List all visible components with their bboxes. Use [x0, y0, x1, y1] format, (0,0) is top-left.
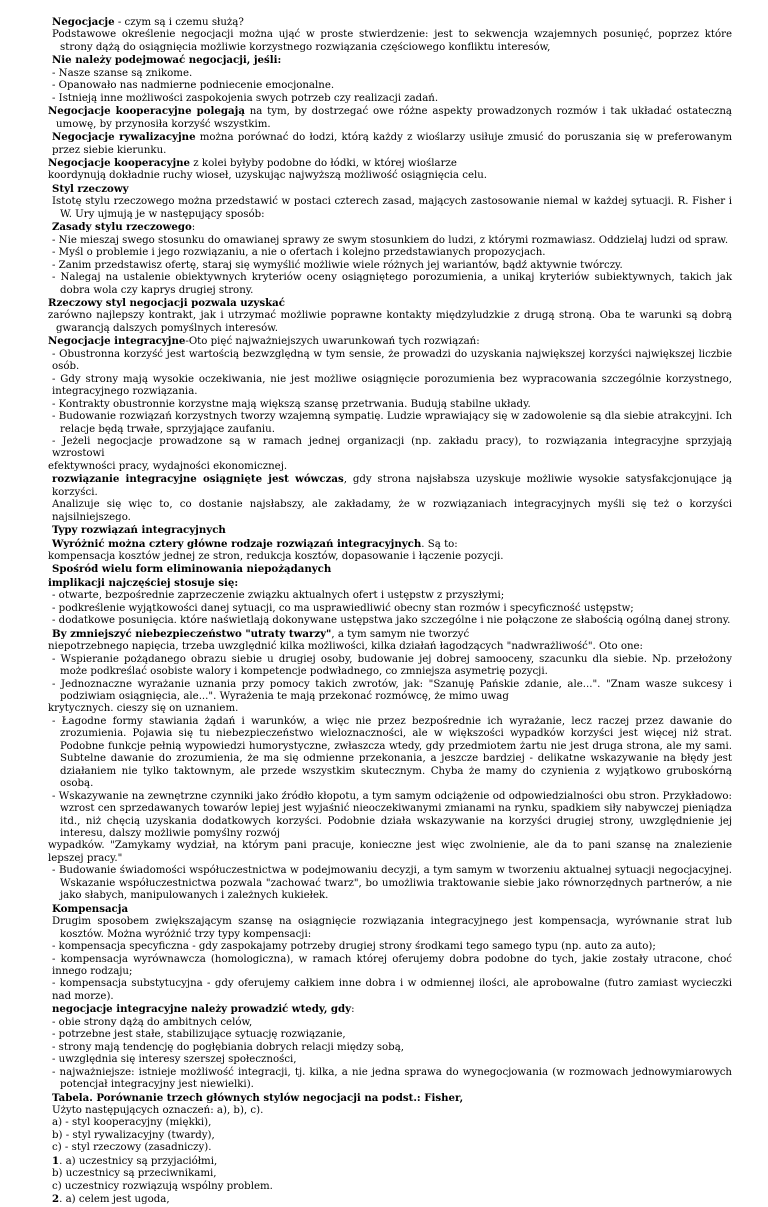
- paragraph: [48, 399, 732, 411]
- paragraph: [48, 791, 732, 841]
- paragraph: [48, 16, 732, 29]
- text: - najważniejsze: istnieje możliwość integracji, tj. kilka, a nie jedna sprawa do wynegocjowania (w rozmowach jednowymiarowych potencjał integracyjny jest niewielki).: [52, 1066, 732, 1091]
- text: na tym, by dostrzegać owe różne aspekty prowadzonych rozmów i tak układać ostateczną umowę, by przynosiła korzyść wszystkim.: [56, 106, 733, 130]
- text: efektywności pracy, wydajności ekonomicznej.: [48, 460, 288, 472]
- paragraph: [48, 577, 732, 590]
- bold-text: Wyróżnić można cztery główne rodzaje rozwiązań integracyjnych: [52, 537, 422, 550]
- bold-text: 1: [52, 1154, 60, 1167]
- paragraph: [48, 335, 732, 348]
- bold-text: Kompensacja: [52, 902, 129, 915]
- text: c) - styl rzeczowy (zasadniczy).: [52, 1142, 212, 1154]
- paragraph: [48, 941, 732, 953]
- bold-text: Typy rozwiązań integracyjnych: [52, 524, 226, 537]
- text: wypadków. "Zamykamy wydział, na którym pani pracuje, konieczne jest więc zwolnienie, ale da to pani szansę na znalezienie lepszej pracy.": [48, 840, 732, 864]
- paragraph: [48, 1168, 732, 1180]
- paragraph: [48, 1142, 732, 1154]
- paragraph: [48, 349, 732, 374]
- text: - kompensacja substytucyjna - gdy oferujemy całkiem inne dobra i w odmiennej ilości, ale aprobowalne (futro zamiast wycieczki nad morze).: [52, 978, 732, 1002]
- paragraph: [48, 411, 732, 436]
- paragraph: [48, 93, 732, 105]
- text: Drugim sposobem zwiększającym szansę na osiągnięcie rozwiązania integracyjnego jest kompensacja, wyrównanie strat lub kosztów. Można wyróżnić trzy typy kompensacji:: [52, 916, 732, 940]
- bold-text: rozwiązanie integracyjne osiągnięte jest wówczas: [52, 473, 344, 486]
- paragraph: [48, 865, 732, 902]
- paragraph: [48, 716, 732, 791]
- bold-text: Nie należy podejmować negocjacji, jeśli:: [52, 54, 282, 67]
- paragraph: [48, 615, 732, 627]
- bold-text: Spośród wielu form eliminowania niepożądanych: [52, 563, 332, 576]
- bold-text: By zmniejszyć niebezpieczeństwo "utraty twarzy": [52, 627, 332, 640]
- paragraph: [48, 499, 732, 524]
- text: - Myśl o problemie i jego rozwiązaniu, a nie o ofertach i kolejno przedstawianych propozycjach.: [52, 247, 546, 259]
- paragraph: [48, 679, 732, 704]
- text: c) uczestnicy rozwiązują wspólny problem.: [52, 1180, 273, 1192]
- bold-text: Negocjacje: [52, 16, 115, 28]
- paragraph: [48, 1054, 732, 1066]
- bold-text: Negocjacje rywalizacyjne: [52, 131, 196, 144]
- text: - Nalegaj na ustalenie obiektywnych kryteriów oceny osiągniętego porozumienia, a unikaj kryteriów subiektywnych, takich jak dobra wola czy kaprys drugiej strony.: [52, 272, 732, 296]
- text: . Są to:: [421, 538, 458, 550]
- bold-text: negocjacje integracyjne należy prowadzić wtedy, gdy: [52, 1003, 352, 1016]
- text: - dodatkowe posunięcia. które naświetlają dokonywane ustępstwa jako szczególne i nie połączone ze słabością ogólną danej strony.: [52, 615, 731, 627]
- paragraph: [48, 551, 732, 563]
- paragraph: [48, 80, 732, 92]
- paragraph: [48, 436, 732, 461]
- paragraph: [48, 590, 732, 602]
- paragraph: [48, 310, 732, 335]
- text: Użyto następujących oznaczeń: a), b), c).: [52, 1104, 264, 1116]
- paragraph: [48, 54, 732, 67]
- paragraph: [48, 641, 732, 653]
- text: Istotę stylu rzeczowego można przedstawić w postaci czterech zasad, mających zastosowanie niemal w każdej sytuacji. R. Fisher i W. Ury ujmują je w następujący sposób:: [52, 196, 732, 220]
- paragraph: [48, 260, 732, 272]
- paragraph: [48, 840, 732, 865]
- paragraph: [48, 1017, 732, 1029]
- text: - Nasze szanse są znikome.: [52, 67, 193, 79]
- paragraph: [48, 105, 732, 131]
- text: - Łagodne formy stawiania żądań i warunków, a więc nie przez bezpośrednie ich wyrażanie, lecz raczej przez dawanie do zrozumienia. Pojawia się tu niebezpieczeństwo wieloznaczności, ale w większości wypadków korzyści jest więcej niż strat. Podobne funkcje pełnią wypowiedzi humorystyczne, zwłaszcza wtedy, gdy przedmiotem żartu nie jest druga strona, ale my sami. Subtelne dawanie do zrozumienia, że ma się odmienne przekonania, a jeszcze bardziej - delikatne wskazywanie na błędy jest działaniem nie tylko taktownym, ale przede wszystkim skutecznym. Chyba że mamy do czynienia z wyjątkowo gruboskórną osobą.: [52, 715, 732, 790]
- paragraph: [48, 1105, 732, 1117]
- paragraph: [48, 131, 732, 157]
- paragraph: [48, 628, 732, 641]
- text: b) - styl rywalizacyjny (twardy),: [52, 1129, 215, 1141]
- paragraph: [48, 916, 732, 941]
- paragraph: [48, 1092, 732, 1105]
- paragraph: [48, 473, 732, 499]
- text: - Kontrakty obustronnie korzystne mają większą szansę przetrwania. Budują stabilne układy.: [52, 398, 531, 410]
- paragraph: [48, 68, 732, 80]
- paragraph: [48, 703, 732, 715]
- text: , a tym samym nie tworzyć: [331, 628, 470, 640]
- paragraph: [48, 538, 732, 551]
- paragraph: [48, 196, 732, 221]
- paragraph: [48, 603, 732, 615]
- paragraph: [48, 1117, 732, 1129]
- text: :: [351, 1004, 355, 1016]
- paragraph: [48, 1042, 732, 1054]
- paragraph: [48, 29, 732, 54]
- paragraph: [48, 1193, 732, 1206]
- text: - Jednoznaczne wyrażanie uznania przy pomocy takich zwrotów, jak: "Szanuję Pańskie zdanie, ale...". "Znam wasze sukcesy i podziwiam osiągnięcia, ale...". Wyrażenia te mają przekonać rozmówcę, że mimo uwag: [52, 678, 732, 703]
- text: - kompensacja specyficzna - gdy zaspokajamy potrzeby drugiej strony środkami tego samego typu (np. auto za auto);: [52, 941, 656, 953]
- text: - Opanowało nas nadmierne podniecenie emocjonalne.: [52, 80, 335, 92]
- paragraph: [48, 183, 732, 196]
- bold-text: Negocjacje integracyjne: [48, 335, 186, 348]
- text: - kompensacja wyrównawcza (homologiczna), w ramach której oferujemy dobra podobne do tych, jakie zostały utracone, choć innego rodzaju;: [52, 953, 732, 977]
- bold-text: Negocjacje kooperacyjne: [48, 156, 191, 169]
- paragraph: [48, 374, 732, 399]
- text: - Obustronna korzyść jest wartością bezwzględną w tym sensie, że prowadzi do uzyskania największej korzyści największej liczbie osób.: [52, 348, 732, 373]
- paragraph: [48, 157, 732, 170]
- paragraph: [48, 654, 732, 679]
- text: niepotrzebnego napięcia, trzeba uwzględnić kilka możliwości, kilka działań łagodzących "nadwrażliwość". Oto one:: [48, 641, 643, 653]
- paragraph: [48, 461, 732, 473]
- text: , gdy strona najsłabsza uzyskuje możliwie wysokie satysfakcjonujące ją korzyści.: [52, 474, 732, 498]
- text: z kolei byłyby podobne do łódki, w której wioślarze: [190, 157, 457, 169]
- text: - Wspieranie pożądanego obrazu siebie u drugiej osoby, budowanie jej dobrej samooceny, szacunku dla siebie. Np. przełożony może podkreślać osobiste walory i kompetencje podwładnego, co zmniejsza asymetrię pozycji.: [52, 653, 732, 678]
- paragraph: [48, 297, 732, 310]
- text: Podstawowe określenie negocjacji można ująć w proste stwierdzenie: jest to sekwencja wzajemnych posunięć, poprzez które strony dążą do osiągnięcia możliwie korzystnego rozwiązania częściowego konfliktu interesów,: [52, 29, 732, 53]
- paragraph: [48, 903, 732, 916]
- paragraph: [48, 978, 732, 1003]
- bold-text: Zasady stylu rzeczowego: [52, 221, 192, 234]
- text: koordynują dokładnie ruchy wioseł, uzyskując najwyższą możliwość osiągnięcia celu.: [48, 170, 488, 182]
- paragraph: [48, 272, 732, 297]
- text: -Oto pięć najważniejszych uwarunkowań tych rozwiązań:: [185, 336, 480, 348]
- text: - podkreślenie wyjątkowości danej sytuacji, co ma usprawiedliwić obecny stan rozmów i specyficzność ustępstw;: [52, 602, 634, 614]
- paragraph: [48, 1067, 732, 1092]
- bold-text: Rzeczowy styl negocjacji pozwala uzyskać: [48, 296, 285, 309]
- text: - Wskazywanie na zewnętrzne czynniki jako źródło kłopotu, a tym samym odciążenie od odpowiedzialności obu stron. Przykładowo: wzrost cen sprzedawanych towarów lepiej jest wyjaśnić nieoczekiwanymi zmianami na rynku, spadkiem siły nabywczej pieniądza itd., niż chęcią uzyskania dodatkowych korzyści. Podobnie działa wskazywanie na korzyści drugiej strony, uwzględnienie jej interesu, dalszy możliwie pomyślny rozwój: [52, 790, 732, 839]
- text: - potrzebne jest stałe, stabilizujące sytuację rozwiązanie,: [52, 1029, 346, 1041]
- text: kompensacja kosztów jednej ze stron, redukcja kosztów, dopasowanie i łączenie pozycji.: [48, 551, 504, 563]
- text: - Istnieją inne możliwości zaspokojenia swych potrzeb czy realizacji zadań.: [52, 92, 439, 104]
- text: zarówno najlepszy kontrakt, jak i utrzymać możliwie poprawne kontakty międzyludzkie z drugą stroną. Oba te warunki są dobrą gwarancją dalszych pomyślnych interesów.: [48, 310, 732, 334]
- paragraph: [48, 170, 732, 182]
- text: Analizuje się więc to, co dostanie najsłabszy, ale zakładamy, że w rozwiązaniach integracyjnych myśli się też o korzyści najsilniejszego.: [52, 499, 732, 523]
- text: - Jeżeli negocjacje prowadzone są w ramach jednej organizacji (np. zakładu pracy), to rozwiązania integracyjne sprzyjają wzrostowi: [52, 435, 732, 460]
- document-body: [48, 16, 732, 1207]
- text: . a) celem jest ugoda,: [59, 1194, 170, 1206]
- paragraph: [48, 247, 732, 259]
- paragraph: [48, 1130, 732, 1142]
- text: :: [191, 222, 196, 234]
- paragraph: [48, 235, 732, 247]
- bold-text: Tabela. Porównanie trzech głównych stylów negocjacji na podst.: Fisher,: [52, 1091, 464, 1104]
- text: można porównać do łodzi, którą każdy z wioślarzy usiłuje zmusić do poruszania się w preferowanym przez siebie kierunku.: [52, 132, 732, 156]
- paragraph: [48, 1003, 732, 1016]
- text: - Zanim przedstawisz ofertę, staraj się wymyślić możliwie wiele różnych jej wariantów, bądź aktywnie twórczy.: [52, 259, 623, 271]
- paragraph: [48, 563, 732, 576]
- bold-text: implikacji najczęściej stosuje się:: [48, 576, 239, 589]
- text: - obie strony dążą do ambitnych celów,: [52, 1016, 253, 1028]
- text: b) uczestnicy są przeciwnikami,: [52, 1168, 217, 1180]
- text: - strony mają tendencję do pogłębiania dobrych relacji między sobą,: [52, 1041, 405, 1053]
- text: . a) uczestnicy są przyjaciółmi,: [59, 1155, 218, 1167]
- text: - otwarte, bezpośrednie zaprzeczenie związku aktualnych ofert i ustępstw z przyszłymi;: [52, 590, 505, 602]
- text: - czym są i czemu służą?: [114, 17, 244, 28]
- paragraph: [48, 221, 732, 234]
- paragraph: [48, 524, 732, 537]
- text: a) - styl kooperacyjny (miękki),: [52, 1117, 212, 1129]
- paragraph: [48, 1029, 732, 1041]
- text: - Budowanie świadomości współuczestnictwa w podejmowaniu decyzji, a tym samym w tworzeniu aktualnej sytuacji negocjacyjnej. Wskazanie współuczestnictwa pozwala "zachować twarz", bo umożliwia traktowanie siebie jako równorzędnych partnerów, a nie jako słabych, manipulowanych i zależnych kukiełek.: [52, 865, 732, 902]
- bold-text: Negocjacje kooperacyjne polegają: [48, 105, 245, 118]
- text: krytycznych. cieszy się on uznaniem.: [48, 703, 239, 715]
- text: - Budowanie rozwiązań korzystnych tworzy wzajemną sympatię. Ludzie wprawiający się w zadowolenie są dla siebie atrakcyjni. Ich relacje będą trwałe, sprzyjające zaufaniu.: [52, 411, 732, 435]
- paragraph: [48, 1155, 732, 1168]
- paragraph: [48, 954, 732, 979]
- paragraph: [48, 1181, 732, 1193]
- text: - uwzględnia się interesy szerszej społeczności,: [52, 1054, 297, 1066]
- bold-text: Styl rzeczowy: [52, 182, 129, 195]
- text: - Nie mieszaj swego stosunku do omawianej sprawy ze swym stosunkiem do ludzi, z którymi rozmawiasz. Oddzielaj ludzi od spraw.: [52, 234, 729, 246]
- text: - Gdy strony mają wysokie oczekiwania, nie jest możliwe osiągnięcie porozumienia bez wypracowania szczególnie korzystnego, integracyjnego rozwiązania.: [52, 373, 732, 398]
- bold-text: 2: [52, 1193, 60, 1206]
